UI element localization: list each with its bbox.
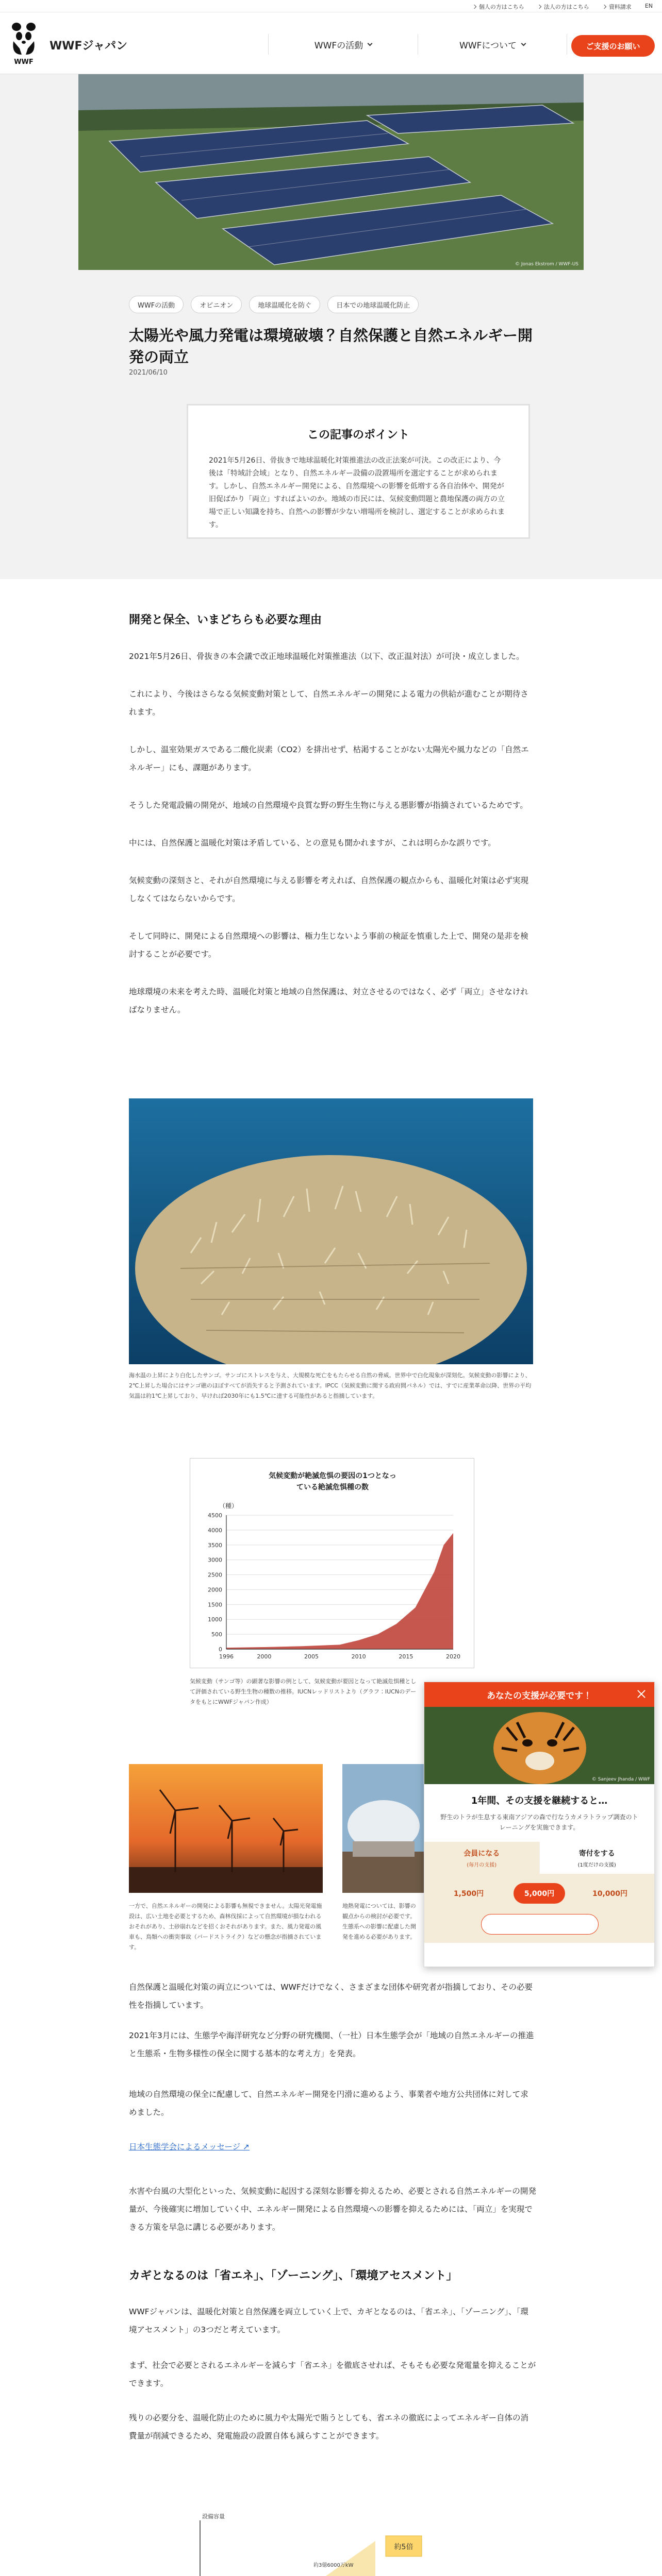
- paragraph: しかし、温室効果ガスである二酸化炭素（CO2）を排出せず、枯渇することがない太陽光や風力などの「自然エネルギー」にも、課題があります。: [129, 745, 529, 772]
- chart-xtick-label: 2000: [257, 1653, 272, 1660]
- chart-ytick-label: 1000: [208, 1616, 222, 1623]
- amount-option-selected[interactable]: 5,000円: [514, 1883, 565, 1904]
- chart-ylabel: （種）: [219, 1502, 238, 1510]
- chevron-right-icon: [472, 5, 476, 9]
- hero-caption: © Jonas Ekstrom / WWF-US: [515, 262, 578, 267]
- solar-multiplier: 約5倍: [394, 2543, 413, 2551]
- tab-donate-once[interactable]: 寄付をする (1度だけの支援): [539, 1842, 655, 1874]
- utility-link-docs[interactable]: 資料請求: [603, 3, 632, 11]
- paragraph: 地球環境の未来を考えた時、温暖化対策と地域の自然保護は、対立させるのではなく、必ず「両立」させなければなりません。: [129, 987, 528, 1014]
- chart-area-series: [226, 1533, 453, 1649]
- close-icon[interactable]: [637, 1689, 646, 1699]
- chart-note: 気候変動（サンゴ等）の顕著な影響の例として、気候変動が要因となって絶滅危惧種として評価されている野生生物の種数の推移。IUCNレッドリストより（グラフ：IUCNのデータをもとにWWFジャパン作成）: [190, 1678, 417, 1705]
- paragraph: これにより、今後はさらなる気候変動対策として、自然エネルギーの開発による電力の供給が進むことが期待されます。: [129, 689, 528, 717]
- points-body: 2021年5月26日、骨抜きで地球温暖化対策推進法の改正法案が可決。この改正により、今後は「特域計会域」となり、自然エネルギー設備の設置場所を選定することが求められます。しかし、自然エネルギー開発による、自然環境への影響を低増する各自治体や、開発が旧促ばかり「両立」すればよいのか。地域の市民には、気候変動問題と農地保護の両方の立場で正しい知識を持ち、自然への影響が少ない増場所を検討し、選定することが求められます。: [209, 456, 505, 529]
- chart-ytick-label: 500: [211, 1631, 222, 1638]
- chart-xtick-label: 2005: [304, 1653, 319, 1660]
- main-nav: [268, 34, 567, 55]
- geothermal-caption: 地熱発電については、影響の観点からの検討が必要です。生態系への影響に配慮した開発を進める必要があります。: [342, 1903, 416, 1940]
- popup-title: あなたの支援が必要です！: [487, 1690, 592, 1701]
- energy-scenario-diagram: [190, 2510, 478, 2576]
- paragraph: 地域の自然環境の保全に配慮して、自然エネルギー開発を円滑に進めるよう、事業者や地方公共団体に対して求めました。: [129, 2090, 528, 2117]
- utility-bar: [0, 0, 662, 12]
- svg-text:WWF: WWF: [14, 58, 34, 66]
- chart-title: 気候変動が絶滅危惧の要因の1つとなっ: [269, 1472, 396, 1480]
- chart-title-line2: ている絶滅危惧種の数: [296, 1483, 369, 1492]
- amount-option[interactable]: 10,000円: [592, 1890, 628, 1898]
- utility-links: [473, 3, 653, 11]
- chevron-right-icon: [537, 5, 541, 9]
- article-title: 太陽光や風力発電は環境破壊？自然保護と自然エネルギー開発の両立: [129, 327, 533, 366]
- chart-ytick-label: 4500: [208, 1512, 222, 1519]
- article-intro: [0, 74, 662, 579]
- utility-link-individual[interactable]: 個人の方はこちら: [473, 3, 524, 11]
- chart-ytick-label: 2000: [208, 1586, 222, 1594]
- extinction-chart: [190, 1458, 474, 1668]
- chart-xtick-label: 1996: [219, 1653, 234, 1660]
- external-link-icon: ↗: [243, 2142, 250, 2151]
- energy-value-label: 約3億6000万kW: [313, 2563, 354, 2568]
- section-heading: カギとなるのは「省エネ」、「ゾーニング」、「環境アセスメント」: [129, 2269, 458, 2282]
- ecology-society-link[interactable]: 日本生態学会によるメッセージ ↗: [129, 2142, 250, 2151]
- popup-headline: 1年間、その支援を継続すると…: [471, 1795, 608, 1806]
- chart-xtick-label: 2020: [446, 1653, 460, 1660]
- tiger-image: [424, 1707, 654, 1784]
- paragraph: WWFジャパンは、温暖化対策と自然保護を両立していく上で、カギとなるのは、「省エネ」、「ゾーニング」、「環境アセスメント」の3つだと考えています。: [129, 2307, 528, 2334]
- paragraph: 中には、自然保護と温暖化対策は矛盾している、との意見も聞かれますが、これは明らかな誤りです。: [129, 838, 496, 848]
- chart-ytick-label: 3000: [208, 1556, 222, 1564]
- site-brand[interactable]: WWFジャパン: [49, 40, 128, 53]
- extinction-chart-svg: [190, 1459, 475, 1669]
- paragraph: そうした発電設備の開発が、地域の自然環境や良質な野の野生生物に与える悪影響が指摘されているためです。: [129, 801, 528, 810]
- paragraph: 2021年3月には、生態学や海洋研究など分野の研究機関、（一社）日本生態学会が「地域の自然エネルギーの推進と生態系・生物多様性の保全に関する基本的な考え方」を発表。: [129, 2031, 534, 2058]
- tag-list: [129, 296, 419, 313]
- popup-tabs: [424, 1842, 654, 1874]
- geothermal-image: [342, 1764, 425, 1893]
- article-date: 2021/06/10: [129, 369, 168, 377]
- points-title: この記事のポイント: [307, 429, 409, 442]
- chart-xtick-label: 2015: [399, 1653, 413, 1660]
- chevron-right-icon: [602, 5, 606, 9]
- chevron-down-icon: [521, 41, 526, 46]
- paragraph: 自然保護と温暖化対策の両立については、WWFだけでなく、さまざまな団体や研究者が指摘しており、その必要性を指摘しています。: [129, 1982, 533, 2010]
- amount-panel: [424, 1874, 654, 1943]
- chart-ytick-label: 2500: [208, 1571, 222, 1579]
- donation-popup: [424, 1682, 655, 1967]
- hero-image-solar-farm: [78, 74, 584, 270]
- article-points-box: [187, 404, 530, 539]
- popup-img-caption: © Sanjeev Jhanda / WWF: [591, 1777, 650, 1782]
- coral-image: [129, 1098, 533, 1364]
- tag[interactable]: 日本での地球温暖化防止: [327, 296, 419, 313]
- paragraph: まず、社会で必要とされるエネルギーを減らす「省エネ」を徹底させれば、そもそも必要な発電量を抑えることができます。: [129, 2361, 536, 2388]
- paragraph: 気候変動の深刻さと、それが自然環境に与える影響を考えれば、自然保護の観点からも、温暖化対策は必ず実現しなくてはならないからです。: [129, 876, 529, 903]
- popup-subtext: 野生のトラが生息する東南アジアの森で行なうカメラトラップ調査のトレーニングを実施できます。: [440, 1814, 638, 1831]
- tag[interactable]: オピニオン: [191, 296, 242, 313]
- chart-ytick-label: 1500: [208, 1601, 222, 1608]
- utility-link-corporate[interactable]: 法人の方はこちら: [538, 3, 589, 11]
- windmill-caption: 一方で、自然エネルギーの開発による影響も無視できません。太陽光発電施設は、広い土地を必要とするため、森林伐採によって自然環境が損なわれるおそれがあり、土砂崩れなどを招くおそれがあります。また、風力発電の風車も、鳥類への衝突事故（バードストライク）などの懸念が指摘されています。: [129, 1903, 322, 1951]
- tab-membership[interactable]: 会員になる (毎月の支援): [424, 1842, 539, 1874]
- donate-button[interactable]: ご支援のお願い: [571, 35, 655, 57]
- utility-link-english[interactable]: EN: [644, 3, 653, 9]
- tag[interactable]: 地球温暖化を防ぐ: [249, 296, 320, 313]
- chart-ytick-label: 4000: [208, 1527, 222, 1534]
- article-body: [129, 611, 536, 1019]
- tag[interactable]: WWFの活動: [129, 296, 184, 313]
- chart-xtick-label: 2010: [351, 1653, 366, 1660]
- wwf-panda-logo[interactable]: [9, 21, 38, 67]
- site-header: [0, 12, 662, 74]
- paragraph: 残りの必要分を、温暖化防止のために風力や太陽光で賄うとしても、省エネの徹底によってエネルギー自体の消費量が削減できるため、発電施設の設置自体も減らすことができます。: [129, 2413, 529, 2441]
- paragraph: 水害や台風の大型化といった、気候変動に起因する深刻な影響を抑えるため、必要とされる自然エネルギーの開発量が、今後確実に増加していく中、エネルギー開発による自然環境への影響を抑えるためには、「両立」を実現できる方策を早急に講じる必要があります。: [129, 2187, 536, 2232]
- energy-ylabel: 設備容量: [202, 2513, 225, 2520]
- amount-option[interactable]: 1,500円: [453, 1890, 484, 1898]
- popup-cta-button[interactable]: [481, 1914, 599, 1935]
- chevron-down-icon: [368, 41, 373, 46]
- nav-about[interactable]: WWFについて: [418, 34, 567, 55]
- nav-activities[interactable]: WWFの活動: [268, 34, 418, 55]
- coral-caption: 海水温の上昇により白化したサンゴ。サンゴにストレスを与え、大規模な死亡をもたらせる自然の脅威。世界中で白化現象が深刻化。気候変動の影響により、2℃上昇した場合にはサンゴ礁のほぼすべてが消失すると予測されています。IPCC（気候変動に関する政府間パネル）では、すでに産業革命以降、世界の平均気温は約1℃上昇しており、早ければ2030年にも1.5℃に達する可能性があると指摘しています。: [129, 1372, 532, 1399]
- section-heading: 開発と保全、いまどちらも必要な理由: [129, 614, 322, 626]
- paragraph: 2021年5月26日、骨抜きの本会議で改正地球温暖化対策推進法（以下、改正温対法）が可決・成立しました。: [129, 652, 524, 661]
- popup-header: [424, 1682, 654, 1707]
- windmill-image: [129, 1764, 323, 1893]
- chart-ytick-label: 3500: [208, 1541, 222, 1549]
- paragraph: そして同時に、開発による自然環境への影響は、極力生じないよう事前の検証を慎重した上で、開発の是非を検討することが必要です。: [129, 931, 528, 959]
- chart-ytick-label: 0: [219, 1646, 222, 1653]
